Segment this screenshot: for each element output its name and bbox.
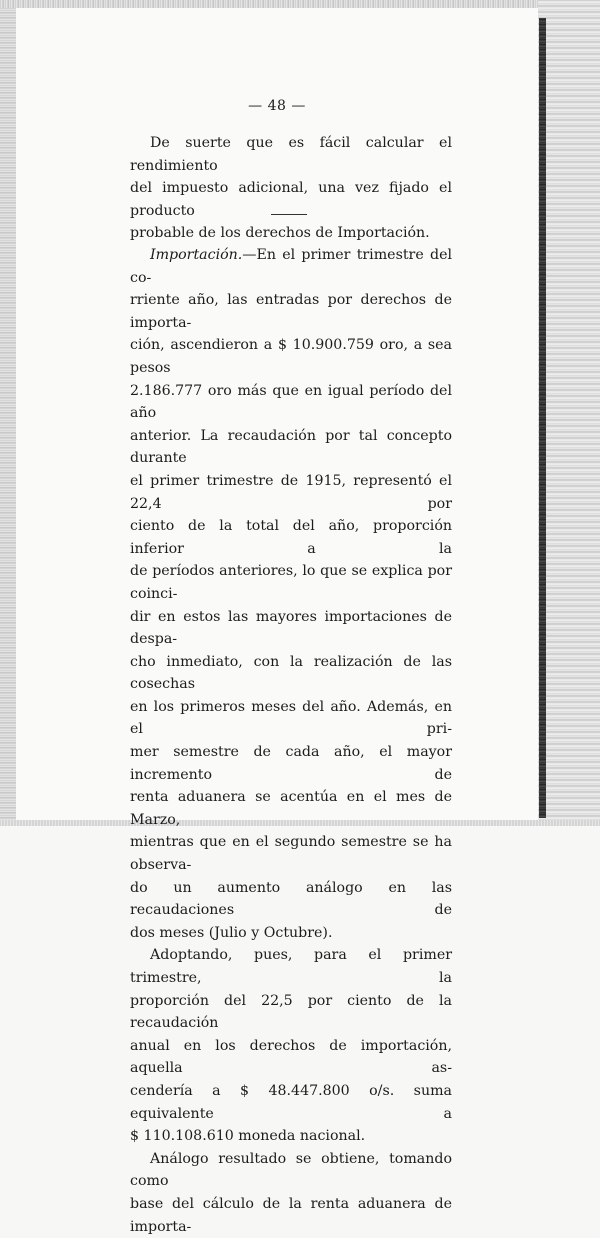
section-line: renta aduanera se acentúa en el mes de Marzo,	[130, 789, 452, 828]
section-line: dos meses (Julio y Octubre).	[130, 924, 333, 941]
paragraph2-line: $ 110.108.610 moneda nacional.	[130, 1128, 366, 1145]
section-line: en los primeros meses del año. Además, en el pri-	[130, 698, 452, 738]
intro-line-2: del impuesto adicional, una vez fijado el producto	[130, 180, 452, 219]
intro-line-1: De suerte que es fácil calcular el rendimiento	[130, 135, 452, 174]
paragraph2-line: Adoptando, pues, para el primer trimestre, la	[130, 947, 452, 986]
section-divider	[271, 214, 307, 215]
section-heading: Importación.	[150, 247, 243, 263]
section-first-line	[130, 244, 452, 289]
section-line: anterior. La recaudación por tal concepto durante	[130, 427, 452, 467]
paragraph2-line: proporción del 22,5 por ciento de la recaudación	[130, 992, 452, 1032]
scan-left-margin	[0, 0, 17, 826]
section-line: rriente año, las entradas por derechos de importa-	[130, 292, 452, 331]
document-page	[16, 8, 538, 1235]
importacion-section	[130, 244, 452, 1238]
section-line: de períodos anteriores, lo que se explica por coinci-	[130, 563, 452, 602]
section-line: ción, ascendieron a $ 10.900.759 oro, a sea pesos	[130, 337, 452, 376]
scan-top-margin	[0, 0, 600, 8]
section-line: 2.186.777 oro más que en igual período del año	[130, 382, 452, 422]
section-line: cho inmediato, con la realización de las cosechas	[130, 653, 452, 693]
section-line: ciento de la total del año, proporción inferior a la	[130, 518, 452, 557]
section-line: mientras que en el segundo semestre se ha observa-	[130, 834, 452, 874]
page-number: — 48 —	[248, 98, 306, 114]
paragraph3-line: Análogo resultado se obtiene, tomando como	[130, 1150, 452, 1190]
paragraph3-line: base del cálculo de la renta aduanera de importa-	[130, 1195, 452, 1235]
paragraph2-line: anual en los derechos de importación, aquella as-	[130, 1037, 452, 1077]
section-first-line-text: —En el primer trimestre del co-	[130, 247, 452, 286]
section-line: dir en estos las mayores importaciones de despa-	[130, 608, 452, 648]
scan-right-margin	[538, 0, 600, 826]
paragraph2-line: cendería a $ 48.447.800 o/s. suma equivalente a	[130, 1082, 452, 1122]
intro-line-3: probable de los derechos de Importación.	[130, 225, 430, 242]
intro-paragraph	[130, 132, 452, 245]
section-line: mer semestre de cada año, el mayor incremento de	[130, 744, 452, 783]
section-line: do un aumento análogo en las recaudaciones de	[130, 879, 452, 919]
section-line: el primer trimestre de 1915, representó el 22,4 por	[130, 472, 452, 512]
